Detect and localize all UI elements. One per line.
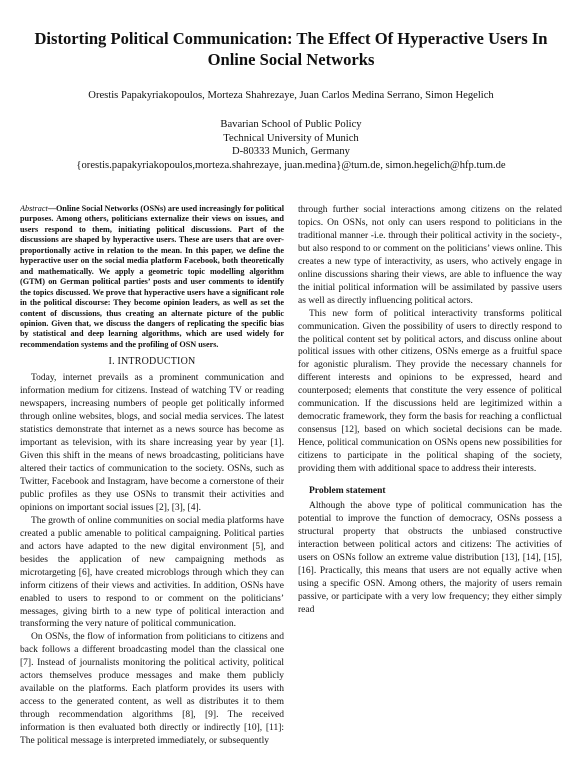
affiliation-line: D-80333 Munich, Germany bbox=[232, 146, 350, 157]
abstract bbox=[20, 204, 284, 350]
abstract-label: Abstract bbox=[20, 204, 48, 213]
affiliation-line: Technical University of Munich bbox=[223, 132, 359, 144]
problem-statement-paragraph: Although the above type of political communication has the potential to improve the function of democracy, OSNs possess a structural property that obstructs the unbiased constructive interaction between political actors and citizens: The activities of users on OSNs follow an extreme value distribution [13], [14], [15], [16]. Practically, this means that users are not equally active when using a specific OSN. Among others, the majority of users remain passive, or participate with a very low frequency; they either simply read bbox=[298, 500, 562, 615]
abstract-text: Online Social Networks (OSNs) are used increasingly for political purposes. Among others, politicians externalize their views on issues, and users respond to them, initiating political discussions. Part of the discussions are shaped by hyperactive users. These are users that are over-proportionally active in relation to the mean. In this paper, we define the hyperactive user on the social media platform Facebook, both theoretically and mathematically. We apply a geometric topic modelling algorithm (GTM) on German political parties’ posts and user comments to identify the topics discussed. We prove that hyperactive users have a significant role in the political discourse: They become opinion leaders, as well as set the content of discussions, thus creating an alternate picture of the public opinion. Given that, we discuss the dangers of replicating the specific bias by statistical and deep learning algorithms, which are used widely for recommendation systems and the profiling of OSN users. bbox=[20, 204, 284, 349]
paper-title: Distorting Political Communication: The Effect Of Hyperactive Users In Online Social Networks bbox=[34, 29, 548, 69]
affiliation-line: Bavarian School of Public Policy bbox=[220, 119, 362, 130]
intro-paragraph-3-continued: through further social interactions among citizens on the related topics. On OSNs, not only can users respond to politicians in the traditional manner -i.e. through their political activity in the society-, but also respond to or comment on the politicians’ views online. This creates a new type of interactivity, as users, who actively engage in online discussions sharing their views, are able to influence the way the initial political information will be assimilated by passive users as well as directly influencing political actors. bbox=[298, 205, 562, 306]
right-column bbox=[298, 204, 562, 760]
intro-paragraph-4: This new form of political interactivity transforms political communication. Given the possibility of users to directly respond to the political content set by political actors, and discuss online about political issues with other citizens, OSNs emerge as a fruitful space for agonistic pluralism. They provide the necessary channels for different interests and opinions to be expressed, heard and counterposed; elements that constitute the very essence of political communication. If the discussions held are legitimized within a democratic framework, they form the basis for reaching a conflictual consensus [12], based on which societal decisions can be made. Hence, political communication on OSNs opens new possibilities for citizens to participate in the political shaping of the society, providing them with additional space to address their interests. bbox=[298, 308, 562, 475]
affiliation-block bbox=[10, 118, 572, 172]
problem-statement-heading: Problem statement bbox=[309, 486, 386, 497]
author-list: Orestis Papakyriakopoulos, Morteza Shahrezaye, Juan Carlos Medina Serrano, Simon Hegelich bbox=[88, 90, 494, 101]
intro-paragraph-3: On OSNs, the flow of information from politicians to citizens and back follows a different broadcasting model than the classical one [7]. Instead of journalists monitoring the political activity, political actors themselves produce messages and make them publicly available on the platforms. Each platform provides its users with access to the generated content, as well as distributes it to them through recommendation algorithms [8], [9]. The received information is then evaluated both directly or indirectly [10], [11]: The political message is interpreted immediately, or subsequently bbox=[20, 632, 284, 747]
abstract-separator: — bbox=[47, 204, 56, 213]
left-column bbox=[20, 204, 284, 760]
section-heading-introduction: I. INTRODUCTION bbox=[108, 356, 196, 368]
intro-paragraph-2: The growth of online communities on social media platforms have created a public amenable to political campaigning. Political parties and actors have adapted to the new digital environment [5], and besides the application of new campaigning methods as microtargeting [6], have created microblogs through which they can inform citizens of their views and activities. In addition, OSNs have enabled to users to respond to or comment on the politicians’ messages, giving birth to a new type of political interaction and transforming the very nature of political communication. bbox=[20, 515, 284, 630]
email-line: {orestis.papakyriakopoulos,morteza.shahrezaye, juan.medina}@tum.de, simon.hegelich@hfp.tum.de bbox=[76, 159, 506, 171]
intro-paragraph-1: Today, internet prevails as a prominent communication and information medium for citizens. Instead of watching TV or reading newspapers, increasing numbers of people get politically informed through online websites, blogs, and social media services. The latest statistics demonstrate that internet as a news source has become as important as television, with its share increasing year by year [1]. Given this shift in the means of news broadcasting, politicians have altered their tactics of communication to the society. OSNs, such as Twitter, Facebook and Instagram, have become a cornerstone of their public profiles as they use OSNs to transmit their activities and opinions on important social issues [2], [3], [4]. bbox=[20, 373, 284, 513]
